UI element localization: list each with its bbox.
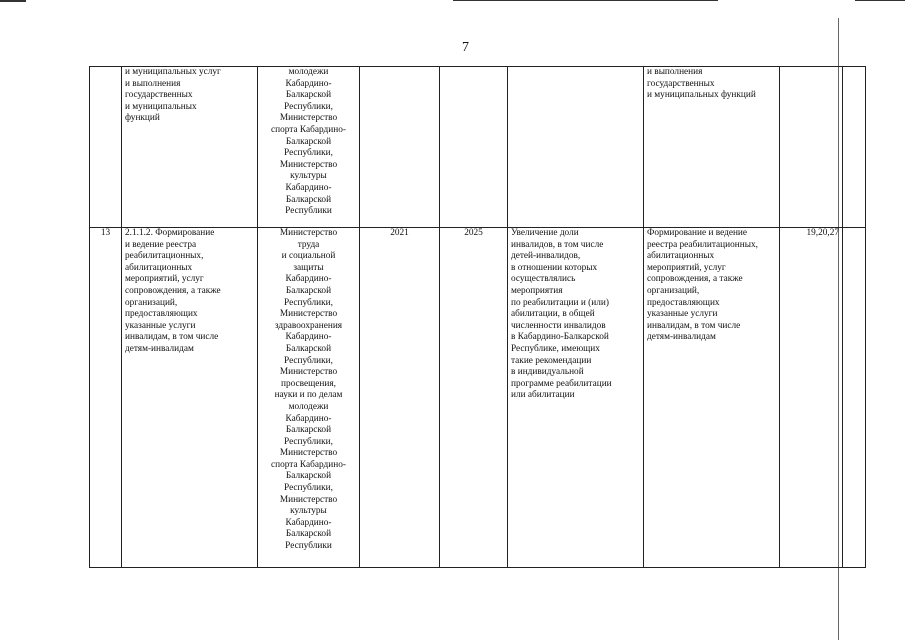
cell-line: Балкарской [285, 285, 332, 296]
cell-line: здравоохранения [274, 320, 343, 331]
cell-line: Балкарской [285, 425, 332, 436]
cell-line: абилитационных [647, 251, 715, 262]
cell-line: спорта Кабардино- [271, 124, 346, 135]
row-number-cell: 13 [90, 228, 122, 568]
cell-line: и муниципальных функций [647, 90, 756, 101]
table-row [90, 67, 866, 228]
cell-line: мероприятий, услуг [647, 262, 726, 273]
cell-line: Республики [285, 206, 332, 217]
page-number: 7 [462, 40, 469, 55]
cell-line: функций [125, 113, 160, 124]
cell-line: предоставляющих [647, 297, 720, 308]
cell-line: Республики, [284, 297, 333, 308]
end-year-cell: 2025 [440, 228, 508, 568]
cell-line: и ведение реестра [125, 239, 197, 250]
row-number-cell [90, 67, 122, 228]
indicator-codes-cell [780, 67, 843, 228]
executors-cell [258, 67, 360, 228]
cell-line: в индивидуальной [511, 367, 584, 378]
cell-line: в отношении которых [511, 262, 598, 273]
cell-line: и выполнения [125, 78, 181, 89]
cell-line: сопровождения, а также [647, 274, 743, 285]
scan-mark-top-right [855, 0, 905, 1]
cell-line: мероприятий, услуг [125, 274, 204, 285]
indicator-codes-cell: 19,20,27 [780, 228, 843, 568]
cell-line: спорта Кабардино- [271, 459, 346, 470]
cell-line: численности инвалидов [511, 320, 606, 331]
cell-line: 2.1.1.2. Формирование [125, 228, 215, 238]
cell-line: Увеличение доли [511, 228, 579, 238]
cell-line: государственных [647, 78, 715, 89]
start-year-cell: 2021 [360, 228, 440, 568]
cell-line: Балкарской [285, 529, 332, 540]
cell-line: в Кабардино-Балкарской [511, 332, 609, 343]
cell-line: организаций, [125, 297, 178, 308]
cell-line: молодежи [288, 67, 329, 77]
start-year-cell [360, 67, 440, 228]
cell-line: Министерство [279, 367, 338, 378]
cell-line: Балкарской [285, 194, 332, 205]
cell-line: программе реабилитации [511, 378, 612, 389]
cell-line: реабилитационных, [125, 251, 204, 262]
cell-line: мероприятия [511, 285, 563, 296]
cell-line: Республики [285, 541, 332, 552]
cell-line: такие рекомендации [511, 355, 592, 366]
cell-line: Кабардино- [285, 182, 332, 193]
cell-line: инвалидов, в том числе [511, 239, 604, 250]
indicator-cell [508, 67, 644, 228]
cell-line: и социальной [281, 251, 336, 262]
cell-line: государственных [125, 90, 193, 101]
cell-line: Балкарской [285, 90, 332, 101]
cell-line: просвещения, [281, 378, 336, 389]
scan-mark-top-center [453, 0, 718, 1]
executors-cell [258, 228, 360, 568]
cell-line: Республики, [284, 355, 333, 366]
cell-line: Министерство [279, 309, 338, 320]
cell-line: предоставляющих [125, 309, 198, 320]
cell-line: и муниципальных услуг [125, 67, 221, 77]
cell-line: или абилитации [511, 390, 575, 401]
cell-line: осуществлялись [511, 274, 576, 285]
cell-line: культуры [290, 171, 327, 182]
cell-line: защиты [293, 262, 324, 273]
cell-line: Республики, [284, 148, 333, 159]
cell-line: реестра реабилитационных, [647, 239, 758, 250]
table-row [90, 228, 866, 568]
cell-line: молодежи [288, 401, 329, 412]
cell-line: Формирование и ведение [647, 228, 748, 238]
cell-line: Министерство [279, 494, 338, 505]
cell-line: инвалидам, в том числе [647, 320, 741, 331]
cell-line: детям-инвалидам [647, 332, 716, 343]
cell-line: организаций, [647, 285, 700, 296]
end-year-cell [440, 67, 508, 228]
cell-line: и выполнения [647, 67, 703, 77]
cell-line: Министерство [279, 159, 338, 170]
cell-line: Министерство [279, 113, 338, 124]
cell-line: абилитации, в общей [511, 309, 595, 320]
indicator-cell [508, 228, 644, 568]
event-title-cell [122, 67, 258, 228]
cell-line: Кабардино- [285, 517, 332, 528]
empty-cell [843, 67, 866, 228]
cell-line: труда [297, 239, 320, 250]
cell-line: Министерство [279, 448, 338, 459]
scan-mark-top-left [0, 0, 26, 2]
cell-line: Кабардино- [285, 332, 332, 343]
cell-line: детей-инвалидов, [511, 251, 581, 262]
cell-line: культуры [290, 506, 327, 517]
cell-line: указанные услуги [125, 320, 196, 331]
cell-line: Республики, [284, 436, 333, 447]
result-cell [644, 228, 780, 568]
cell-line: Балкарской [285, 136, 332, 147]
cell-line: абилитационных [125, 262, 193, 273]
cell-line: Балкарской [285, 471, 332, 482]
cell-line: Кабардино- [285, 274, 332, 285]
cell-line: Кабардино- [285, 78, 332, 89]
cell-line: и муниципальных [125, 101, 197, 112]
cell-line: Республики, [284, 483, 333, 494]
program-table [89, 66, 866, 568]
result-cell [644, 67, 780, 228]
cell-line: по реабилитации и (или) [511, 297, 609, 308]
cell-line: указанные услуги [647, 309, 718, 320]
cell-line: инвалидам, в том числе [125, 332, 219, 343]
cell-line: сопровождения, а также [125, 285, 221, 296]
cell-line: Балкарской [285, 343, 332, 354]
cell-line: детям-инвалидам [125, 343, 194, 354]
cell-line: Республике, имеющих [511, 343, 600, 354]
cell-line: Республики, [284, 101, 333, 112]
empty-cell [843, 228, 866, 568]
cell-line: Кабардино- [285, 413, 332, 424]
event-title-cell [122, 228, 258, 568]
cell-line: Министерство [279, 228, 338, 238]
cell-line: науки и по делам [274, 390, 343, 401]
